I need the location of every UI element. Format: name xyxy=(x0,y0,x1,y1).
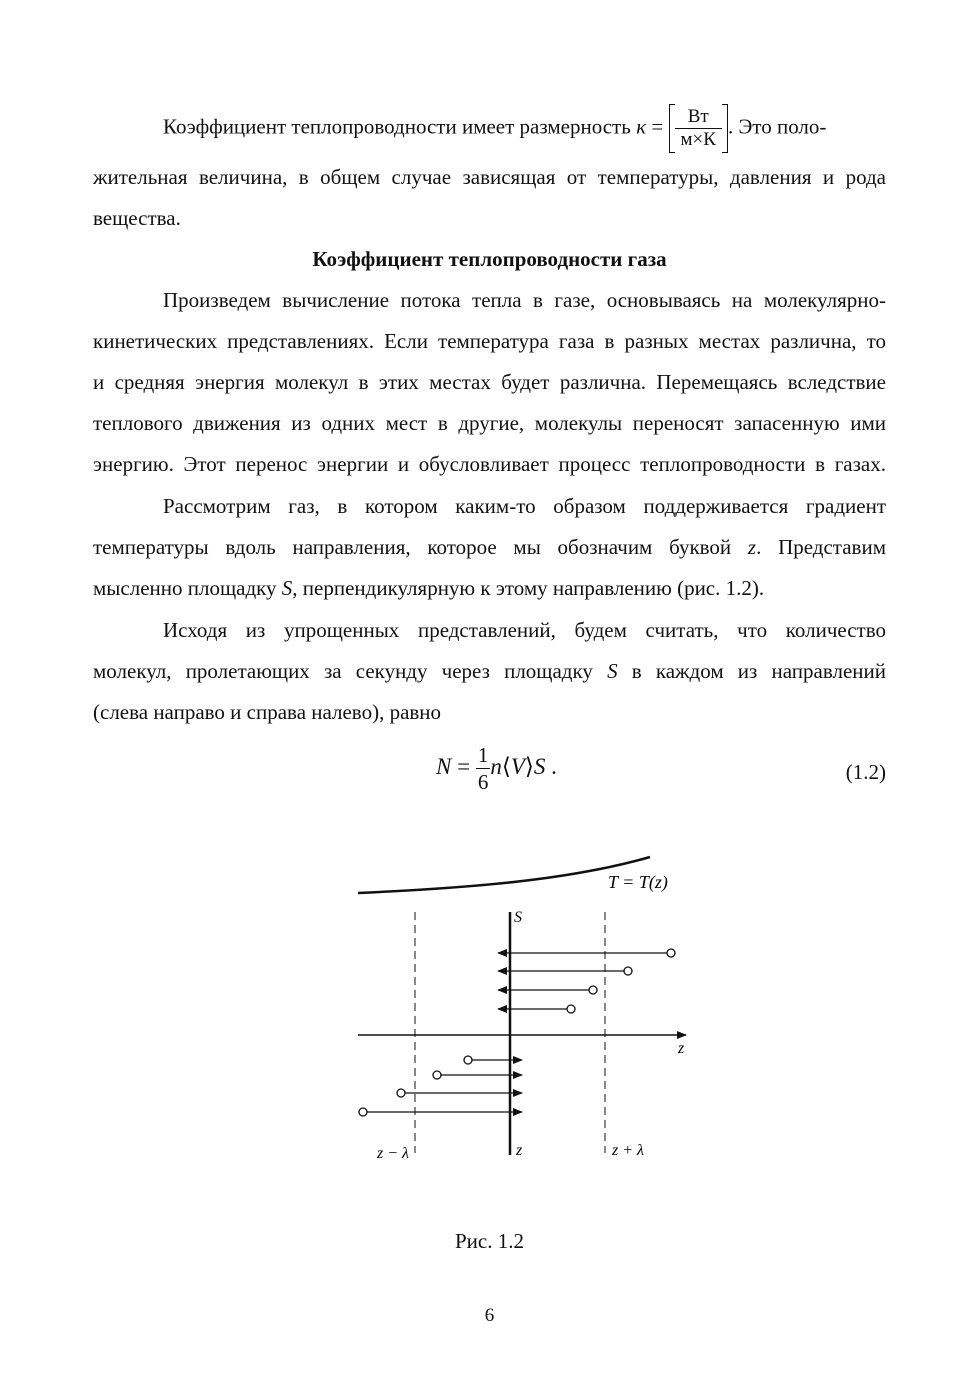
para3-line3-b: , перпендикулярную к этому направлению (рис. 1.2). xyxy=(292,576,765,600)
para1-line3: вещества. xyxy=(93,206,181,230)
unit-denominator: м×К xyxy=(675,128,722,151)
figure-caption: Рис. 1.2 xyxy=(455,1229,524,1253)
formula-n: n xyxy=(490,753,502,779)
para2-line2: кинетических представлениях. Если температура газа в разных местах различна, то xyxy=(93,329,886,353)
kappa-symbol: κ xyxy=(636,114,647,139)
z-axis-label: z xyxy=(678,1040,685,1057)
formula-equals: = xyxy=(457,753,471,779)
var-S-2: S xyxy=(607,659,618,683)
molecule-circle-r4 xyxy=(567,1005,575,1013)
molecule-circle-r3 xyxy=(589,986,597,994)
formula-S: S xyxy=(533,753,546,779)
plane-label: S xyxy=(514,909,522,926)
para2-line5: энергию. Этот перенос энергии и обусловливает процесс теплопроводности в газах. xyxy=(93,452,886,476)
para4-line2-a: молекул, пролетающих за секунду через площадку xyxy=(93,659,593,683)
para3-line2-b: . Представим xyxy=(756,535,886,559)
para3-line1: Рассмотрим газ, в котором каким-то образом поддерживается градиент xyxy=(163,494,886,518)
formula-number: (1.2) xyxy=(845,760,886,784)
para3-line2-a: температуры вдоль направления, которое мы обозначим буквой xyxy=(93,535,732,559)
molecule-circle-l3 xyxy=(397,1089,405,1097)
para2-line1: Произведем вычисление потока тепла в газе, основываясь на молекулярно- xyxy=(163,288,886,312)
formula-langle: ⟨ xyxy=(501,753,511,779)
para2-line4: теплового движения из одних мест в другие, молекулы переносят запасенную ими xyxy=(93,411,886,435)
unit-numerator: Вт xyxy=(687,106,709,127)
molecule-circle-l2 xyxy=(433,1071,441,1079)
para4-line3: (слева направо и справа налево), равно xyxy=(93,700,442,724)
para1-line2: жительная величина, в общем случае зависящая от температуры, давления и рода xyxy=(93,165,886,189)
para4-line2-b: в каждом из направлений xyxy=(631,659,886,683)
formula-numerator: 1 xyxy=(477,743,489,767)
equals-sign: = xyxy=(651,114,664,139)
label-z-minus-lambda: z − λ xyxy=(377,1145,409,1162)
formula-rangle: ⟩ xyxy=(524,753,534,779)
section-heading: Коэффициент теплопроводности газа xyxy=(312,247,667,271)
page-number: 6 xyxy=(484,1305,495,1326)
para1-line1-text: Коэффициент теплопроводности имеет размерность xyxy=(163,114,631,139)
formula-N: N xyxy=(436,753,452,779)
formula-period: . xyxy=(551,753,557,779)
curve-label: T = T(z) xyxy=(608,872,668,892)
para4-line1: Исходя из упрощенных представлений, будем считать, что количество xyxy=(163,618,886,642)
molecule-circle-r1 xyxy=(667,949,675,957)
var-z: z xyxy=(747,535,757,559)
var-S: S xyxy=(281,576,293,600)
molecule-circle-l4 xyxy=(359,1108,367,1116)
label-z-plus-lambda: z + λ xyxy=(612,1142,644,1159)
formula-denominator: 6 xyxy=(477,770,489,794)
para3-line3-a: мысленно площадку xyxy=(93,576,277,600)
label-z-center: z xyxy=(516,1142,523,1159)
molecule-circle-r2 xyxy=(624,967,632,975)
temperature-curve xyxy=(358,857,650,893)
formula-V: V xyxy=(510,753,525,779)
molecule-circle-l1 xyxy=(464,1056,472,1064)
para2-line3: и средняя энергия молекул в этих местах будет различна. Перемещаясь вследствие xyxy=(93,370,886,394)
para1-line1-tail: . Это поло- xyxy=(727,114,827,139)
